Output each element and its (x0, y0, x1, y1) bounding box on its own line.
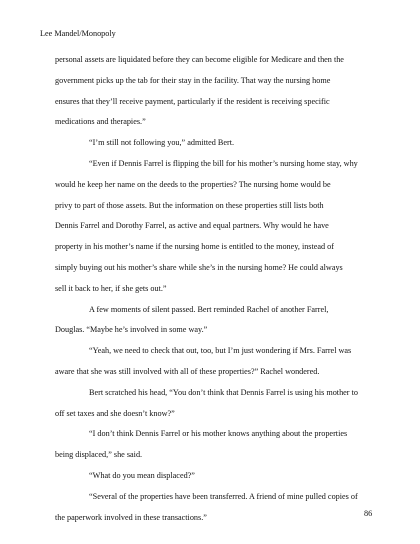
text-line: “I don’t think Dennis Farrel or his mother knows anything about the properties (89, 429, 348, 439)
body-text (55, 50, 375, 528)
text-line: property in his mother’s name if the nursing home is entitled to the money, instead of (55, 242, 335, 252)
text-line: privy to part of those assets. But the information on these properties still lists both (55, 200, 324, 210)
text-line: “Several of the properties have been transferred. A friend of mine pulled copies of (89, 491, 358, 501)
text-line: Douglas. “Maybe he’s involved in some way.” (55, 325, 208, 335)
text-line: the paperwork involved in these transactions.” (55, 512, 207, 522)
text-line: government picks up the tab for their stay in the facility. That way the nursing home (55, 75, 331, 85)
text-line: Bert scratched his head, “You don’t think that Dennis Farrel is using his mother to (89, 387, 358, 397)
text-line: ensures that they’ll receive payment, particularly if the resident is receiving specific (55, 96, 330, 106)
text-line: sell it back to her, if she gets out.” (55, 283, 167, 293)
text-line: Dennis Farrel and Dorothy Farrel, as active and equal partners. Why would he have (55, 221, 329, 231)
text-line: aware that she was still involved with all of these properties?” Rachel wondered. (55, 366, 320, 376)
text-line: “What do you mean displaced?” (89, 470, 195, 480)
text-line: personal assets are liquidated before they can become eligible for Medicare and then the (55, 55, 344, 64)
page-number: 86 (364, 509, 373, 518)
running-header: Lee Mandel/Monopoly (40, 29, 116, 38)
text-line: “Even if Dennis Farrel is flipping the bill for his mother’s nursing home stay, why (89, 158, 358, 168)
text-line: “Yeah, we need to check that out, too, but I’m just wondering if Mrs. Farrel was (89, 346, 352, 356)
text-line: off set taxes and she doesn’t know?” (55, 408, 175, 418)
text-line: would he keep her name on the deeds to the properties? The nursing home would be (55, 179, 331, 189)
text-line: medications and therapies.” (55, 117, 146, 127)
text-line: being displaced,” she said. (55, 450, 143, 460)
text-line: simply buying out his mother’s share while she’s in the nursing home? He could always (55, 262, 343, 272)
text-line: “I’m still not following you,” admitted Bert. (89, 138, 235, 148)
text-line: A few moments of silent passed. Bert reminded Rachel of another Farrel, (89, 304, 329, 314)
